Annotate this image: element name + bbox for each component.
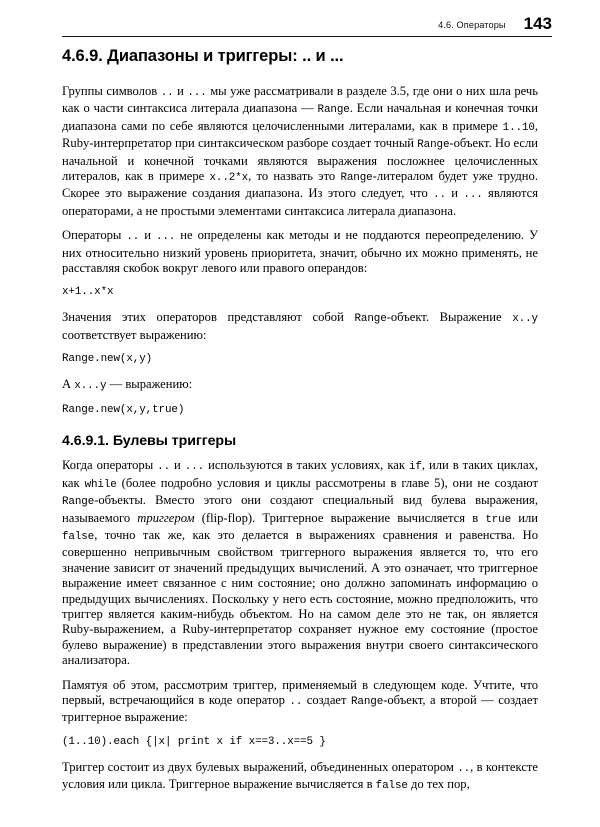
text-run: -объекты. Вместо этого они создают специальный вид булева выражения, называемого bbox=[62, 493, 538, 525]
inline-code: 1..10 bbox=[502, 121, 535, 134]
running-head-title: 4.6. Операторы bbox=[438, 20, 506, 30]
inline-code: .. bbox=[126, 231, 140, 244]
text-run: Когда операторы bbox=[62, 458, 158, 473]
inline-code: if bbox=[408, 461, 422, 474]
subsection-title: 4.6.9.1. Булевы триггеры bbox=[62, 433, 237, 450]
text-run: Группы символов bbox=[62, 84, 161, 98]
page-title: 4.6.9. Диапазоны и триггеры: .. и ... bbox=[62, 47, 344, 65]
running-head bbox=[62, 14, 552, 36]
paragraph-7 bbox=[62, 760, 538, 795]
inline-code: while bbox=[84, 478, 117, 491]
text-run: , то назвать это bbox=[248, 169, 341, 184]
text-run: (flip-flop). Триггерное выражение вычисляется в bbox=[194, 510, 486, 525]
text-run: А bbox=[62, 377, 75, 392]
inline-code: Range bbox=[354, 313, 387, 326]
code-block-2: Range.new(x,y) bbox=[62, 353, 153, 366]
inline-code: Range bbox=[62, 496, 95, 509]
paragraph-1 bbox=[62, 84, 538, 219]
inline-code: Range bbox=[417, 139, 450, 152]
text-run: соответствует выражению: bbox=[62, 327, 207, 342]
emphasis-text: триггером bbox=[137, 510, 195, 525]
text-run: Триггер состоит из двух булевых выражений, объединенных оператором bbox=[62, 759, 458, 774]
header-divider bbox=[62, 36, 552, 37]
body-column bbox=[62, 84, 538, 795]
text-run: -объект, а второй — создает триггерное выражение: bbox=[62, 692, 538, 725]
text-run: , в контексте условия или цикла. Триггерное выражение вычисляется в bbox=[62, 759, 539, 792]
inline-code: .. bbox=[157, 461, 171, 474]
text-run: (более подробно условия и циклы рассмотрены в главе 5), они не создают bbox=[116, 475, 538, 490]
inline-code: .. bbox=[457, 762, 471, 775]
inline-code: ... bbox=[184, 461, 205, 474]
text-run: не определены как методы и не поддаются переопределению. У них относительно низкий уровень приоритета, значит, обычно их можно применять, не расставляя скобок вокруг левого или правого операндов: bbox=[62, 228, 538, 276]
text-run: , точно так же, как это делается в выражениях сравнения и равенства. Но совершенно непривычным свойством триггерного выражения является то, что его значение зависит от значений предыдущих вычислений. А это означает, что триггерное выражение имеет связанное с ним состояние; оно должно запоминать информацию о предыдущих вычислениях. Поскольку у него есть состояние, можно предположить, что триггер является каким-нибудь объектом. Но на самом деле это не так, он является Ruby-выражением, а Ruby-интерпретатор сохраняет нужное ему состояние (простое булево выражение) в представлении этого выражения внутри своего синтаксического анализатора. bbox=[62, 527, 538, 668]
paragraph-3 bbox=[62, 310, 538, 343]
inline-code: .. bbox=[289, 695, 303, 708]
inline-code: x...y bbox=[74, 380, 107, 393]
text-run: и bbox=[139, 228, 156, 243]
inline-code: Range bbox=[317, 104, 350, 117]
text-run: , Ruby-интерпретатор при синтаксическом разборе создает точный bbox=[62, 118, 538, 151]
paragraph-4 bbox=[62, 377, 538, 393]
text-run: до тех пор, bbox=[407, 777, 470, 792]
text-run: и bbox=[445, 186, 464, 201]
page-number: 143 bbox=[523, 14, 552, 33]
text-run: мы уже рассматривали в разделе 3.5, где они о них шла речь как о части синтаксиса литерала диапазона — bbox=[62, 84, 538, 116]
inline-code: true bbox=[485, 513, 512, 526]
inline-code: .. bbox=[433, 189, 446, 202]
paragraph-2 bbox=[62, 228, 538, 276]
text-run: создает bbox=[302, 692, 351, 707]
inline-code: .. bbox=[160, 87, 174, 99]
code-block-4: (1..10).each {|x| print x if x==3..x==5 } bbox=[62, 735, 326, 748]
inline-code: ... bbox=[463, 189, 483, 202]
inline-code: ... bbox=[155, 231, 176, 244]
inline-code: ... bbox=[187, 87, 207, 99]
code-block-1: x+1..x*x bbox=[62, 286, 114, 299]
text-run: используются в таких условиях, как bbox=[204, 458, 409, 473]
inline-code: x..y bbox=[512, 313, 538, 326]
paragraph-6 bbox=[62, 678, 538, 726]
text-run: Памятуя об этом, рассмотрим триггер, применяемый в следующем коде. Учтите, что первый, встречающийся в коде оператор bbox=[62, 677, 538, 707]
inline-code: false bbox=[375, 780, 408, 793]
inline-code: Range bbox=[340, 172, 373, 185]
inline-code: x..2*x bbox=[209, 172, 249, 185]
text-run: и bbox=[170, 458, 185, 473]
text-run: -объект. Выражение bbox=[386, 310, 513, 325]
inline-code: Range bbox=[351, 695, 384, 708]
text-run: , или в таких циклах, как bbox=[62, 458, 538, 490]
text-run: или bbox=[511, 510, 538, 525]
text-run: и bbox=[173, 84, 188, 98]
text-run: Значения этих операторов представляют собой bbox=[62, 310, 355, 325]
paragraph-5 bbox=[62, 458, 538, 668]
code-block-3: Range.new(x,y,true) bbox=[62, 404, 185, 417]
text-run: -литералом будет уже трудно. Скорее это выражение создания диапазона. Из этого следует, что bbox=[62, 169, 538, 201]
text-run: являются операторами, а не простыми элементами синтаксиса литерала диапазона. bbox=[62, 186, 538, 218]
text-run: Операторы bbox=[62, 228, 127, 243]
text-run: . Если начальная и конечная точки диапазона сами по себе являются целочисленными литералами, как в примере bbox=[62, 101, 538, 133]
text-run: — выражению: bbox=[106, 377, 193, 392]
text-run: -объект. Но если начальной и конечной точками являются выражения посложнее целочисленных литералов, как в примере bbox=[62, 136, 538, 184]
inline-code: false bbox=[62, 530, 95, 543]
